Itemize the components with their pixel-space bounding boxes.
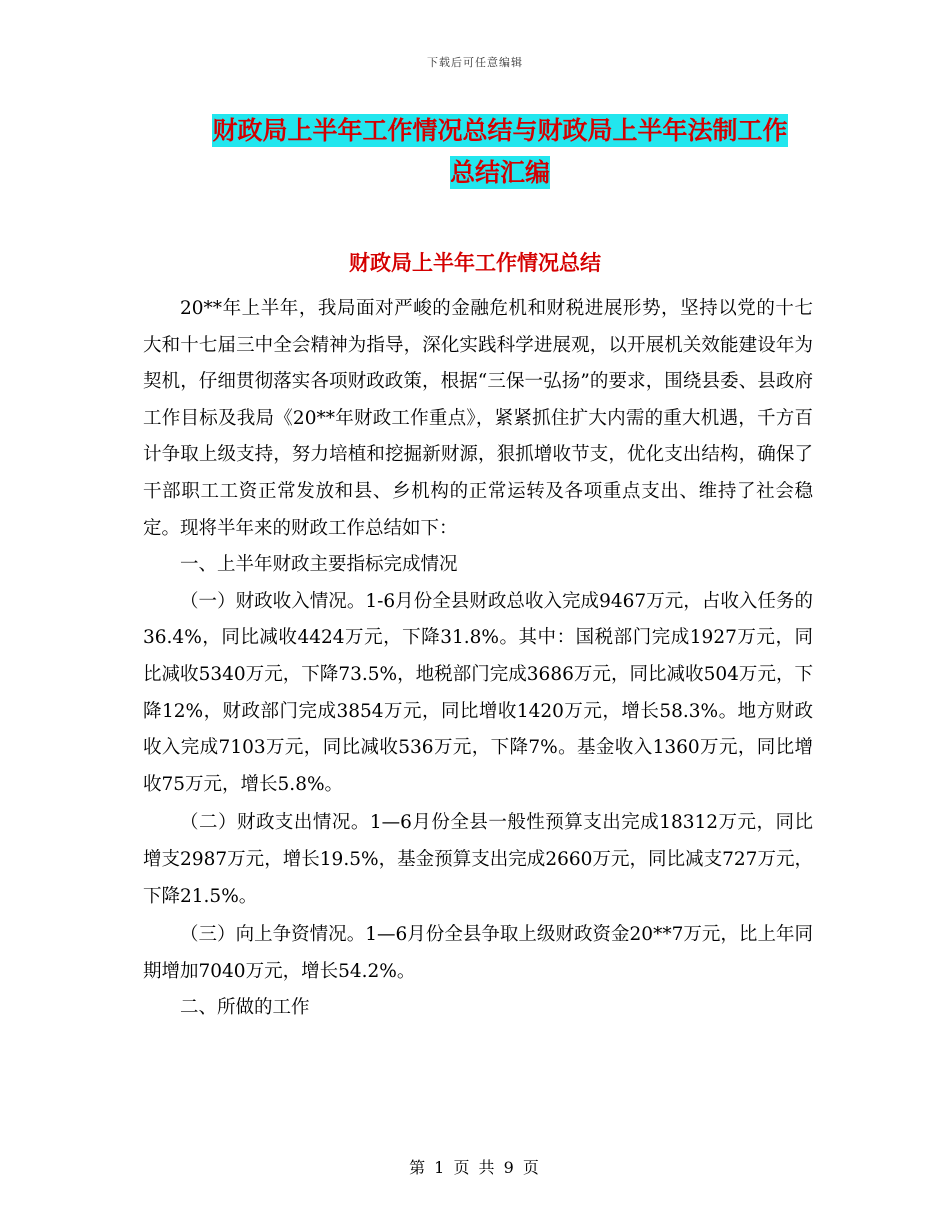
paragraph-intro: 20**年上半年，我局面对严峻的金融危机和财税进展形势，坚持以党的十七大和十七届三中全会精神为指导，深化实践科学进展观，以开展机关效能建设年为契机，仔细贯彻落实各项财政政策，根据“三保一弘扬”的要求，围绕县委、县政府工作目标及我局《20**年财政工作重点》，紧紧抓住扩大内需的重大机遇，千方百计争取上级支持，努力培植和挖掘新财源，狠抓增收节支，优化支出结构，确保了干部职工工资正常发放和县、乡机构的正常运转及各项重点支出、维持了社会稳定。现将半年来的财政工作总结如下： (143, 298, 813, 539)
paragraph-revenue: （一）财政收入情况。1-6月份全县财政总收入完成9467万元，占收入任务的36.4%，同比减收4424万元，下降31.8%。其中：国税部门完成1927万元，同比减收5340万元，下降73.5%，地税部门完成3686万元，同比减收504万元，下降12%，财政部门完成3854万元，同比增收1420万元，增长58.3%。地方财政收入完成7103万元，同比减收536万元，下降7%。基金收入1360万元，同比增收75万元，增长5.8%。 (143, 590, 813, 795)
paragraph-funding: （三）向上争资情况。1—6月份全县争取上级财政资金20**7万元，比上年同期增加7040万元，增长54.2%。 (143, 924, 813, 982)
document-title-line-2: 总结汇编 (449, 158, 550, 187)
body-text (143, 291, 813, 1027)
paragraph-expenditure: （二）财政支出情况。1—6月份全县一般性预算支出完成18312万元，同比增支2987万元，增长19.5%，基金预算支出完成2660万元，同比减支727万元，下降21.5%。 (143, 812, 813, 907)
page-header-note: 下载后可任意编辑 (427, 56, 523, 69)
document-title-line-1: 财政局上半年工作情况总结与财政局上半年法制工作 (212, 116, 788, 145)
page-number: 第 1 页 共 9 页 (409, 1158, 541, 1177)
section-title: 财政局上半年工作情况总结 (349, 251, 601, 275)
heading-work-done: 二、所做的工作 (180, 997, 310, 1019)
heading-indicators: 一、上半年财政主要指标完成情况 (180, 554, 458, 576)
document-title (140, 110, 860, 194)
